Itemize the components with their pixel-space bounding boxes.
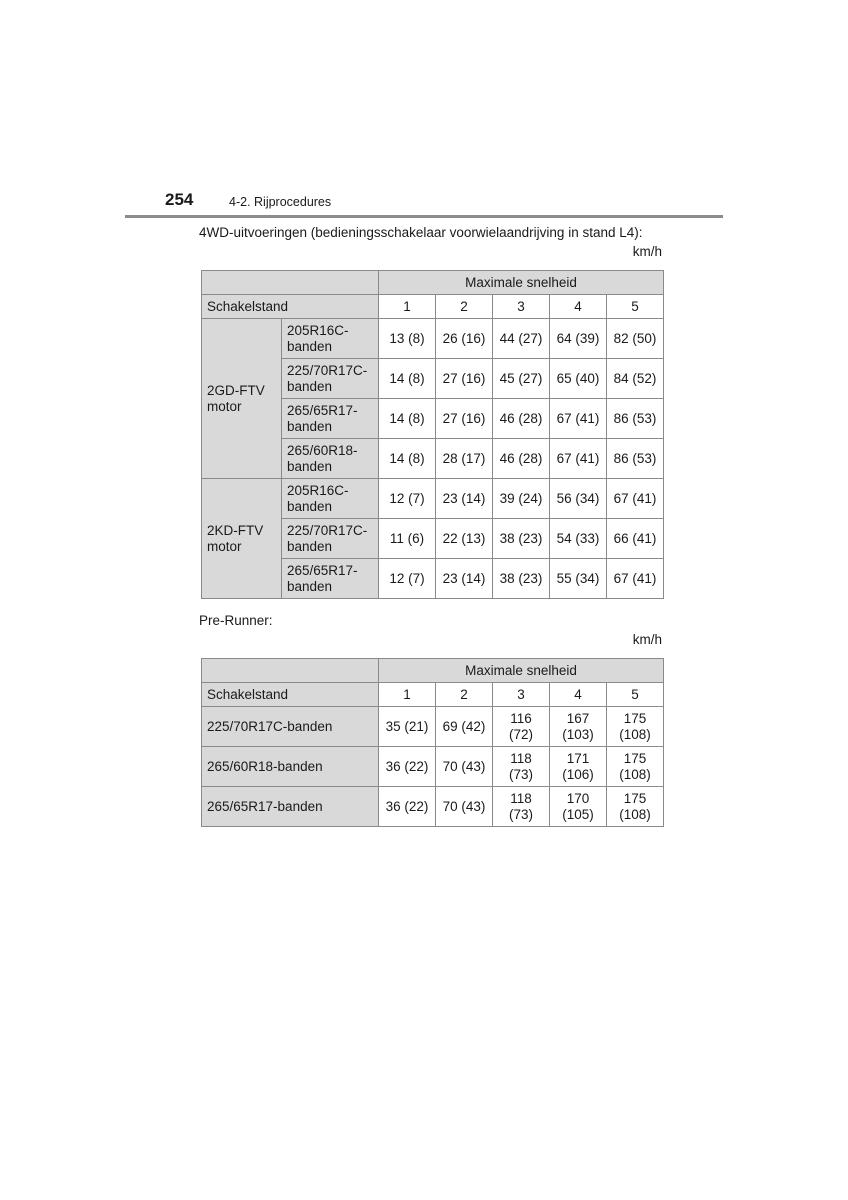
speed-cell: 28 (17) bbox=[436, 439, 493, 479]
speed-cell: 55 (34) bbox=[550, 559, 607, 599]
gear-4: 4 bbox=[550, 295, 607, 319]
gear-header-row bbox=[202, 295, 664, 319]
section-title: 4-2. Rijprocedures bbox=[229, 195, 332, 209]
gear-3: 3 bbox=[493, 683, 550, 707]
table-header-row bbox=[202, 271, 664, 295]
speed-cell: 11 (6) bbox=[379, 519, 436, 559]
speed-cell: 23 (14) bbox=[436, 479, 493, 519]
gear-header-row bbox=[202, 683, 664, 707]
tire-label: 265/65R17-banden bbox=[282, 559, 379, 599]
speed-cell: 44 (27) bbox=[493, 319, 550, 359]
speed-cell: 36 (22) bbox=[379, 787, 436, 827]
speed-table-pre-runner bbox=[201, 658, 664, 827]
speed-cell: 67 (41) bbox=[607, 479, 664, 519]
speed-cell: 22 (13) bbox=[436, 519, 493, 559]
tire-label: 205R16C-banden bbox=[282, 319, 379, 359]
header-rule bbox=[125, 215, 723, 218]
speed-cell: 84 (52) bbox=[607, 359, 664, 399]
speed-cell: 14 (8) bbox=[379, 439, 436, 479]
tire-label: 225/70R17C-banden bbox=[282, 519, 379, 559]
speed-cell: 170 (105) bbox=[550, 787, 607, 827]
gear-2: 2 bbox=[436, 683, 493, 707]
gear-1: 1 bbox=[379, 295, 436, 319]
speed-cell: 175 (108) bbox=[607, 747, 664, 787]
speed-cell: 70 (43) bbox=[436, 787, 493, 827]
max-speed-header: Maximale snelheid bbox=[379, 271, 664, 295]
gear-label: Schakelstand bbox=[202, 683, 379, 707]
speed-cell: 70 (43) bbox=[436, 747, 493, 787]
speed-cell: 27 (16) bbox=[436, 399, 493, 439]
table2-intro: Pre-Runner: bbox=[199, 613, 273, 628]
speed-cell: 14 (8) bbox=[379, 359, 436, 399]
speed-cell: 67 (41) bbox=[550, 399, 607, 439]
table2-unit: km/h bbox=[632, 632, 662, 647]
speed-cell: 39 (24) bbox=[493, 479, 550, 519]
speed-cell: 13 (8) bbox=[379, 319, 436, 359]
table1-unit: km/h bbox=[632, 244, 662, 259]
speed-cell: 118 (73) bbox=[493, 747, 550, 787]
gear-2: 2 bbox=[436, 295, 493, 319]
speed-cell: 23 (14) bbox=[436, 559, 493, 599]
gear-label: Schakelstand bbox=[202, 295, 379, 319]
engine-label: 2KD-FTV motor bbox=[202, 479, 282, 599]
speed-cell: 86 (53) bbox=[607, 439, 664, 479]
empty-cell bbox=[202, 659, 379, 683]
speed-cell: 118 (73) bbox=[493, 787, 550, 827]
gear-3: 3 bbox=[493, 295, 550, 319]
tire-label: 265/60R18-banden bbox=[202, 747, 379, 787]
speed-cell: 46 (28) bbox=[493, 399, 550, 439]
speed-cell: 56 (34) bbox=[550, 479, 607, 519]
gear-5: 5 bbox=[607, 295, 664, 319]
table1-intro: 4WD-uitvoeringen (bedieningsschakelaar voorwielaandrijving in stand L4): bbox=[199, 225, 643, 240]
speed-cell: 67 (41) bbox=[607, 559, 664, 599]
table-row bbox=[202, 479, 664, 519]
max-speed-header: Maximale snelheid bbox=[379, 659, 664, 683]
engine-label: 2GD-FTV motor bbox=[202, 319, 282, 479]
speed-cell: 82 (50) bbox=[607, 319, 664, 359]
speed-cell: 54 (33) bbox=[550, 519, 607, 559]
empty-cell bbox=[202, 271, 379, 295]
page-number: 254 bbox=[165, 190, 194, 209]
speed-cell: 12 (7) bbox=[379, 479, 436, 519]
speed-cell: 45 (27) bbox=[493, 359, 550, 399]
table-header-row bbox=[202, 659, 664, 683]
tire-label: 205R16C-banden bbox=[282, 479, 379, 519]
speed-cell: 12 (7) bbox=[379, 559, 436, 599]
speed-cell: 171 (106) bbox=[550, 747, 607, 787]
table-row bbox=[202, 787, 664, 827]
speed-cell: 64 (39) bbox=[550, 319, 607, 359]
tire-label: 225/70R17C-banden bbox=[282, 359, 379, 399]
speed-table-4wd bbox=[201, 270, 664, 599]
speed-cell: 35 (21) bbox=[379, 707, 436, 747]
speed-cell: 67 (41) bbox=[550, 439, 607, 479]
table-row bbox=[202, 747, 664, 787]
speed-cell: 175 (108) bbox=[607, 787, 664, 827]
speed-cell: 66 (41) bbox=[607, 519, 664, 559]
speed-cell: 65 (40) bbox=[550, 359, 607, 399]
speed-cell: 86 (53) bbox=[607, 399, 664, 439]
speed-cell: 116 (72) bbox=[493, 707, 550, 747]
speed-cell: 167 (103) bbox=[550, 707, 607, 747]
speed-cell: 14 (8) bbox=[379, 399, 436, 439]
gear-4: 4 bbox=[550, 683, 607, 707]
gear-5: 5 bbox=[607, 683, 664, 707]
speed-cell: 38 (23) bbox=[493, 519, 550, 559]
speed-cell: 27 (16) bbox=[436, 359, 493, 399]
tire-label: 265/60R18-banden bbox=[282, 439, 379, 479]
speed-cell: 175 (108) bbox=[607, 707, 664, 747]
speed-cell: 69 (42) bbox=[436, 707, 493, 747]
table-row bbox=[202, 319, 664, 359]
speed-cell: 26 (16) bbox=[436, 319, 493, 359]
gear-1: 1 bbox=[379, 683, 436, 707]
table-row bbox=[202, 707, 664, 747]
speed-cell: 36 (22) bbox=[379, 747, 436, 787]
tire-label: 225/70R17C-banden bbox=[202, 707, 379, 747]
speed-cell: 46 (28) bbox=[493, 439, 550, 479]
speed-cell: 38 (23) bbox=[493, 559, 550, 599]
tire-label: 265/65R17-banden bbox=[282, 399, 379, 439]
tire-label: 265/65R17-banden bbox=[202, 787, 379, 827]
